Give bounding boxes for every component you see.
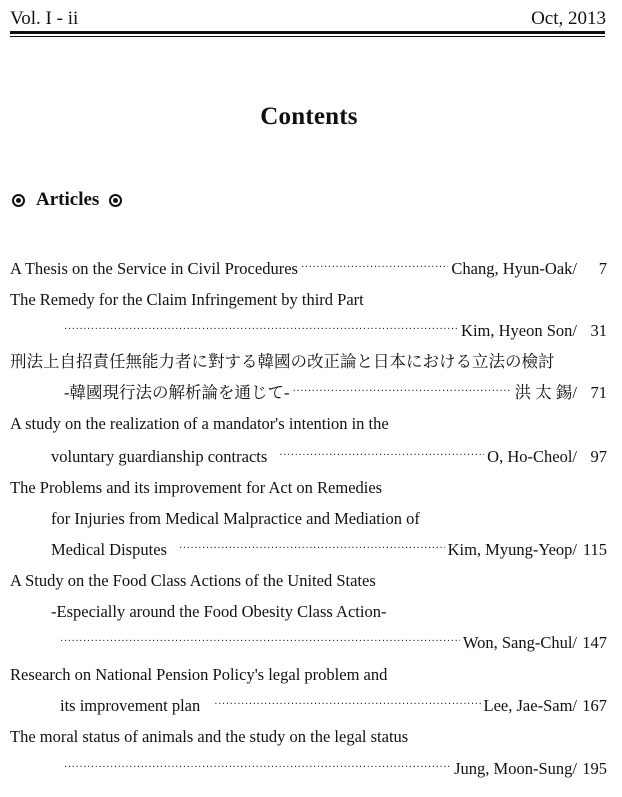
entry-page: 115: [582, 540, 607, 559]
entry-title: 刑法上自招責任無能力者に對する韓國の改正論と日本における立法の檢討: [10, 352, 555, 371]
toc-entry-4-cont[interactable]: [10, 446, 607, 468]
toc-entry-3[interactable]: [10, 351, 607, 373]
toc-entry-5[interactable]: [10, 477, 607, 499]
entry-page: 195: [582, 759, 607, 778]
entry-page: 97: [590, 447, 607, 466]
entry-title: The Problems and its improvement for Act on Remedies: [10, 478, 383, 497]
entry-title-cont: Medical Disputes: [51, 540, 167, 559]
toc-entry-6[interactable]: [10, 570, 607, 592]
toc-entry-6-cont1[interactable]: [10, 601, 607, 623]
header-rule-thick: [10, 31, 605, 34]
entry-author: Kim, Hyeon Son/: [461, 321, 577, 340]
toc-entry-2-cont[interactable]: [10, 320, 607, 342]
entry-title: The Remedy for the Claim Infringement by third Part: [10, 290, 364, 309]
section-heading: [12, 188, 122, 212]
leader-dots: [64, 757, 451, 779]
bullet-icon: [12, 194, 25, 207]
page-title: Contents: [260, 103, 358, 130]
leader-dots: [293, 381, 512, 403]
entry-page: 31: [590, 321, 607, 340]
bullet-icon: [109, 194, 122, 207]
entry-page: 167: [582, 696, 607, 715]
entry-title: The moral status of animals and the study on the legal status: [10, 727, 409, 746]
leader-dots: [179, 538, 445, 560]
entry-author: Won, Sang-Chul/: [462, 633, 577, 652]
toc-entry-8[interactable]: [10, 726, 607, 748]
entry-subtitle: -韓國現行法の解析論を通じて-: [64, 383, 290, 402]
toc-entry-7-cont[interactable]: [10, 695, 607, 717]
entry-page: 71: [590, 383, 607, 402]
leader-dots: [214, 694, 480, 716]
toc-entry-3-cont[interactable]: [10, 382, 607, 404]
toc-entry-4[interactable]: [10, 413, 607, 435]
entry-title-cont: voluntary guardianship contracts: [51, 447, 268, 466]
entry-page: 147: [582, 633, 607, 652]
toc-entry-2[interactable]: [10, 289, 607, 311]
volume-label: Vol. I - ii: [10, 8, 79, 29]
entry-author: Jung, Moon-Sung/: [454, 759, 577, 778]
leader-dots: [279, 445, 484, 467]
entry-title: Research on National Pension Policy's legal problem and: [10, 665, 388, 684]
entry-author: 洪 太 錫/: [514, 383, 577, 402]
leader-dots: [64, 319, 458, 341]
section-label: Articles: [36, 189, 100, 210]
entry-title-cont: its improvement plan: [60, 696, 201, 715]
toc-entry-6-cont2[interactable]: [10, 632, 607, 654]
entry-title: A Study on the Food Class Actions of the United States: [10, 571, 376, 590]
toc-entry-1[interactable]: [10, 258, 607, 280]
leader-dots: [301, 257, 448, 279]
toc-entry-5-cont1[interactable]: [10, 508, 607, 530]
entry-subtitle: -Especially around the Food Obesity Class Action-: [51, 602, 387, 621]
header-rule-thin: [10, 36, 605, 37]
leader-dots: [60, 631, 460, 653]
issue-date: Oct, 2013: [531, 8, 606, 29]
entry-author: O, Ho-Cheol/: [487, 447, 577, 466]
entry-author: Kim, Myung-Yeop/: [447, 540, 577, 559]
entry-title-cont: for Injuries from Medical Malpractice and Mediation of: [51, 509, 420, 528]
running-header: [10, 8, 606, 30]
toc-entry-5-cont2[interactable]: [10, 539, 607, 561]
entry-title: A Thesis on the Service in Civil Procedures: [10, 259, 298, 278]
entry-author: Chang, Hyun-Oak/: [451, 259, 577, 278]
entry-title: A study on the realization of a mandator's intention in the: [10, 414, 389, 433]
entry-author: Lee, Jae-Sam/: [483, 696, 577, 715]
entry-page: 7: [598, 259, 607, 278]
toc-entry-7[interactable]: [10, 664, 607, 686]
toc-entry-8-cont[interactable]: [10, 758, 607, 780]
